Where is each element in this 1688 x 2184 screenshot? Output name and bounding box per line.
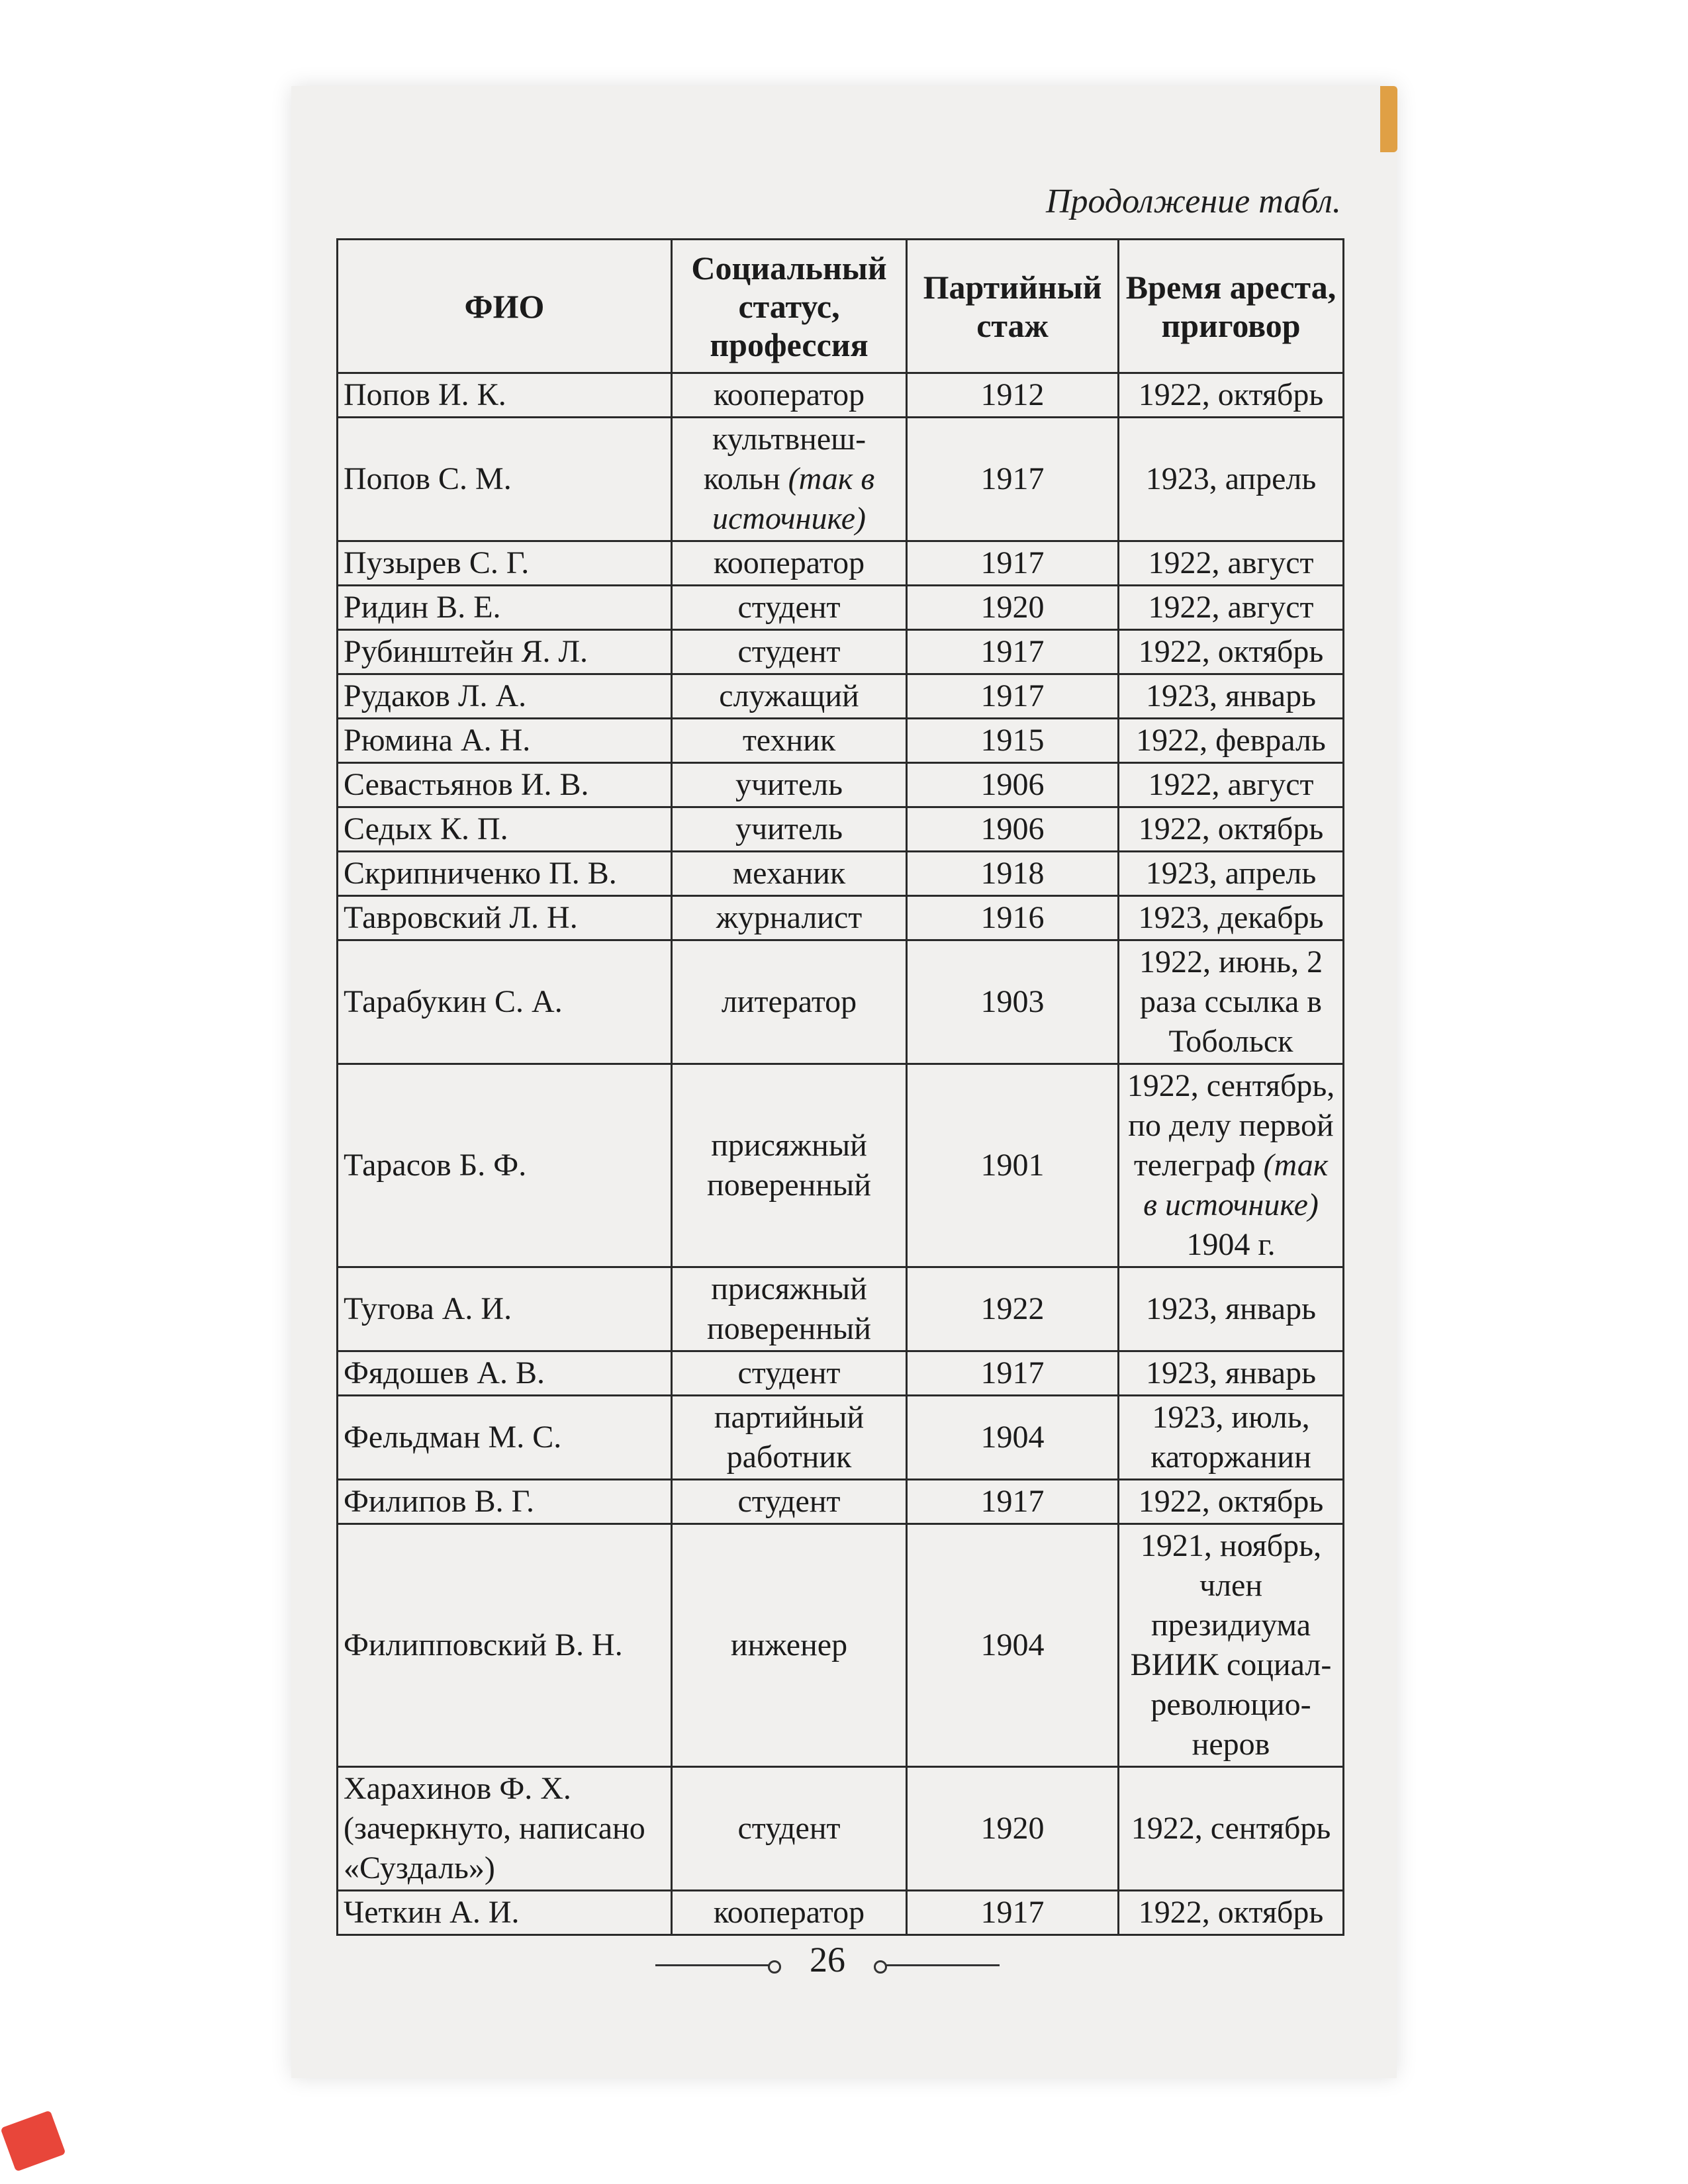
cell-name: Тугова А. И. xyxy=(338,1267,672,1351)
cell-arrest: 1923, апрель xyxy=(1119,852,1344,896)
cell-profession: кооператор xyxy=(672,541,907,586)
cell-party: 1917 xyxy=(907,1351,1119,1396)
cell-party: 1918 xyxy=(907,852,1119,896)
page-footer xyxy=(0,1939,1688,1992)
cell-name: Харахинов Ф. Х. (зачеркнуто, написано «Суздаль») xyxy=(338,1767,672,1891)
continuation-label: Продолжение табл. xyxy=(1046,183,1341,220)
cell-profession: учитель xyxy=(672,763,907,807)
cell-name: Филипов В. Г. xyxy=(338,1480,672,1524)
table-row xyxy=(338,719,1344,763)
cell-party: 1906 xyxy=(907,807,1119,852)
table-row xyxy=(338,541,1344,586)
cell-name: Фельдман М. С. xyxy=(338,1396,672,1480)
table-row xyxy=(338,1351,1344,1396)
cell-arrest: 1922, октябрь xyxy=(1119,807,1344,852)
cell-arrest: 1922, август xyxy=(1119,541,1344,586)
scanner-logo-icon xyxy=(0,2110,66,2171)
table-row xyxy=(338,418,1344,541)
cell-party: 1915 xyxy=(907,719,1119,763)
cell-name: Фядошев А. В. xyxy=(338,1351,672,1396)
cell-arrest: 1922, октябрь xyxy=(1119,373,1344,418)
table-row xyxy=(338,896,1344,940)
cell-name: Четкин А. И. xyxy=(338,1891,672,1935)
cell-party: 1906 xyxy=(907,763,1119,807)
header-social-status: Социальный статус, профессия xyxy=(672,240,907,373)
cell-name: Тарасов Б. Ф. xyxy=(338,1064,672,1267)
cell-arrest: 1921, ноябрь, член президиума ВИИК социал-революцио-неров xyxy=(1119,1524,1344,1767)
cell-profession: студент xyxy=(672,1480,907,1524)
table-row xyxy=(338,674,1344,719)
cell-party: 1904 xyxy=(907,1524,1119,1767)
cell-profession: кооператор xyxy=(672,373,907,418)
header-party-tenure: Партийный стаж xyxy=(907,240,1119,373)
cell-arrest: 1923, январь xyxy=(1119,1351,1344,1396)
cell-party: 1903 xyxy=(907,940,1119,1064)
cell-profession: техник xyxy=(672,719,907,763)
cell-name: Рюмина А. Н. xyxy=(338,719,672,763)
table-row xyxy=(338,586,1344,630)
cell-arrest: 1922, август xyxy=(1119,586,1344,630)
cell-arrest: 1922, октябрь xyxy=(1119,1480,1344,1524)
cell-name: Попов И. К. xyxy=(338,373,672,418)
cell-arrest: 1922, август xyxy=(1119,763,1344,807)
cell-name: Тарабукин С. А. xyxy=(338,940,672,1064)
arrest-tail: 1904 г. xyxy=(1186,1227,1276,1262)
header-fio: ФИО xyxy=(338,240,672,373)
cell-name: Филипповский В. Н. xyxy=(338,1524,672,1767)
table-row xyxy=(338,1064,1344,1267)
cell-profession: литератор xyxy=(672,940,907,1064)
cell-name: Седых К. П. xyxy=(338,807,672,852)
cell-profession: партийный работник xyxy=(672,1396,907,1480)
cell-name: Пузырев С. Г. xyxy=(338,541,672,586)
table-header-row xyxy=(338,240,1344,373)
cell-party: 1917 xyxy=(907,630,1119,674)
cell-arrest: 1922, июнь, 2 раза ссылка в Тобольск xyxy=(1119,940,1344,1064)
header-arrest: Время ареста, приговор xyxy=(1119,240,1344,373)
cell-party: 1904 xyxy=(907,1396,1119,1480)
cell-arrest: 1923, январь xyxy=(1119,674,1344,719)
table-row xyxy=(338,630,1344,674)
page-number: 26 xyxy=(810,1940,845,1979)
cell-profession: журналист xyxy=(672,896,907,940)
table-row xyxy=(338,940,1344,1064)
cell-arrest: 1922, сентябрь xyxy=(1119,1767,1344,1891)
cell-profession: студент xyxy=(672,586,907,630)
cell-party: 1917 xyxy=(907,418,1119,541)
cell-party: 1917 xyxy=(907,1480,1119,1524)
table-row xyxy=(338,373,1344,418)
table-row xyxy=(338,1767,1344,1891)
cell-name: Севастьянов И. В. xyxy=(338,763,672,807)
table-row xyxy=(338,1891,1344,1935)
profession-text: культвнеш-кольн xyxy=(703,422,867,496)
cell-party: 1917 xyxy=(907,541,1119,586)
arrest-text: 1922, сентябрь, по делу первой телеграф xyxy=(1127,1068,1335,1183)
cell-party: 1917 xyxy=(907,1891,1119,1935)
cell-party: 1920 xyxy=(907,586,1119,630)
cell-party: 1920 xyxy=(907,1767,1119,1891)
cell-party: 1912 xyxy=(907,373,1119,418)
cell-arrest: 1923, декабрь xyxy=(1119,896,1344,940)
cell-arrest: 1922, февраль xyxy=(1119,719,1344,763)
cell-name: Рудаков Л. А. xyxy=(338,674,672,719)
cell-arrest: 1923, июль, каторжанин xyxy=(1119,1396,1344,1480)
bookmark-tab xyxy=(1380,86,1397,152)
cell-party: 1917 xyxy=(907,674,1119,719)
source-note: (так в источнике) xyxy=(712,461,875,536)
repression-table xyxy=(336,238,1344,1936)
cell-name: Попов С. М. xyxy=(338,418,672,541)
table-row xyxy=(338,807,1344,852)
cell-profession: присяжный поверенный xyxy=(672,1267,907,1351)
table-row xyxy=(338,1524,1344,1767)
cell-profession: кооператор xyxy=(672,1891,907,1935)
table-row xyxy=(338,1267,1344,1351)
cell-arrest: 1922, октябрь xyxy=(1119,630,1344,674)
cell-profession: студент xyxy=(672,1767,907,1891)
table-row xyxy=(338,1480,1344,1524)
cell-profession: присяжный поверенный xyxy=(672,1064,907,1267)
cell-profession: студент xyxy=(672,630,907,674)
source-note: (так в источнике) xyxy=(1143,1148,1329,1222)
cell-name: Рубинштейн Я. Л. xyxy=(338,630,672,674)
cell-profession xyxy=(672,418,907,541)
cell-profession: служащий xyxy=(672,674,907,719)
table-row xyxy=(338,1396,1344,1480)
cell-name: Тавровский Л. Н. xyxy=(338,896,672,940)
cell-profession: учитель xyxy=(672,807,907,852)
cell-profession: механик xyxy=(672,852,907,896)
table-row xyxy=(338,763,1344,807)
table-row xyxy=(338,852,1344,896)
cell-arrest xyxy=(1119,1064,1344,1267)
cell-profession: студент xyxy=(672,1351,907,1396)
cell-arrest: 1922, октябрь xyxy=(1119,1891,1344,1935)
cell-profession: инженер xyxy=(672,1524,907,1767)
cell-name: Скрипниченко П. В. xyxy=(338,852,672,896)
ornament-right xyxy=(880,1964,1000,1966)
cell-name: Ридин В. Е. xyxy=(338,586,672,630)
cell-party: 1916 xyxy=(907,896,1119,940)
cell-arrest: 1923, январь xyxy=(1119,1267,1344,1351)
cell-party: 1901 xyxy=(907,1064,1119,1267)
cell-party: 1922 xyxy=(907,1267,1119,1351)
cell-arrest: 1923, апрель xyxy=(1119,418,1344,541)
ornament-left xyxy=(655,1964,774,1966)
